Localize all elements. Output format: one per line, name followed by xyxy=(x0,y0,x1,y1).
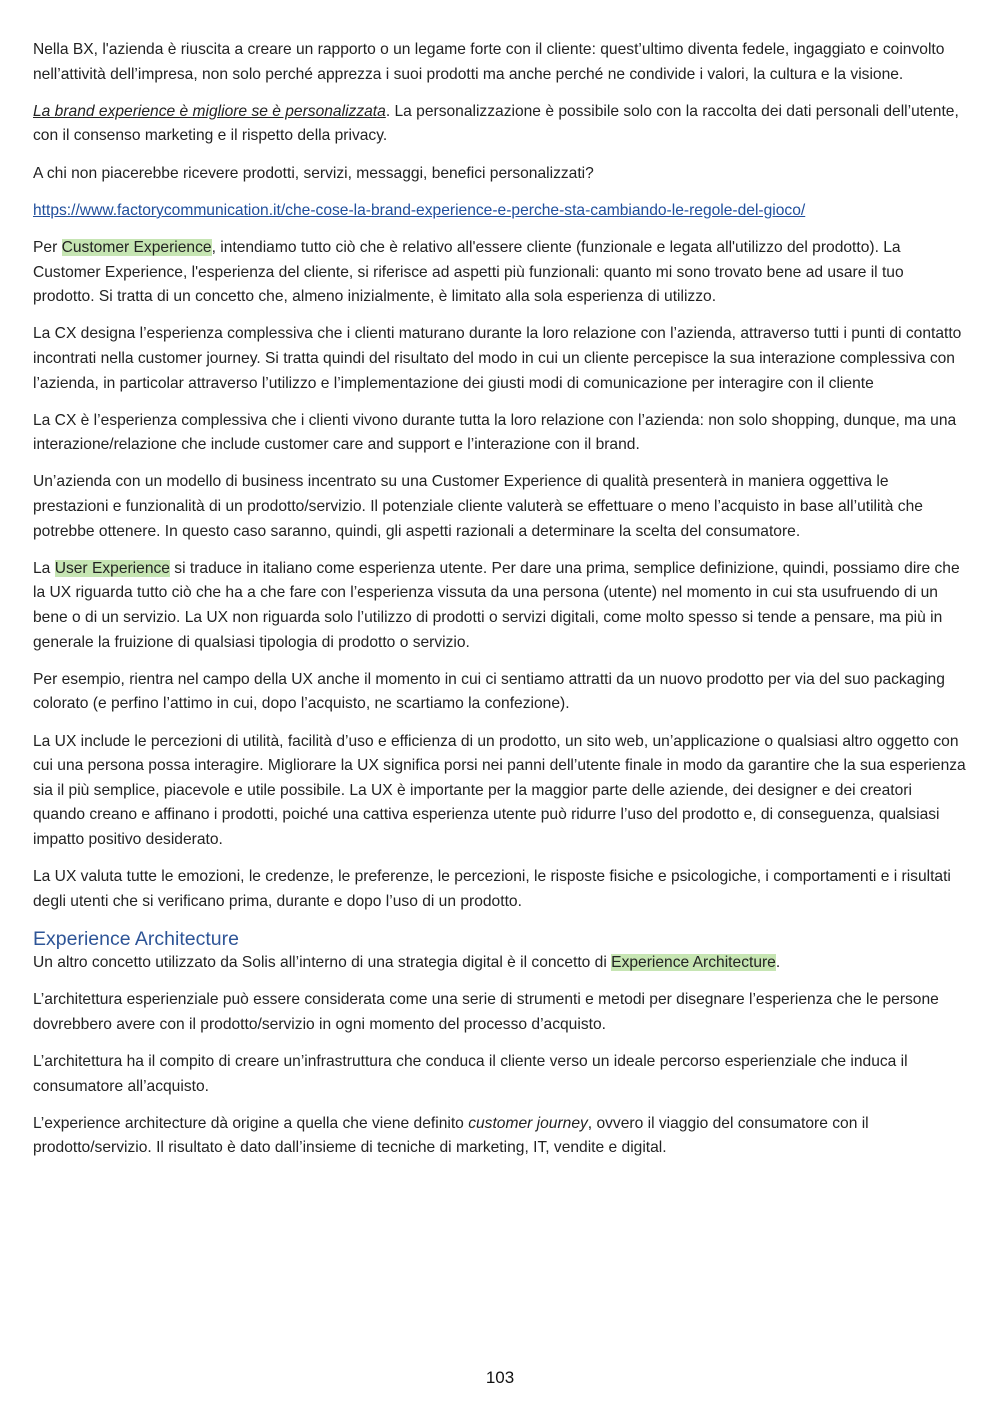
highlighted-term: User Experience xyxy=(54,559,170,577)
paragraph-text: . xyxy=(775,953,781,971)
paragraph xyxy=(33,100,968,149)
paragraph: La UX include le percezioni di utilità, facilità d’uso e efficienza di un prodotto, un sito web, un’applicazione o qualsiasi altro oggetto con cui una persona possa interagire. Migliorare la UX significa porsi nei panni dell’utente finale in modo da garantire che la sua esperienza sia il più semplice, piacevole e utile possibile. La UX è importante per la maggior parte delle aziende, dei designer e dei creatori quando creano e affinano i prodotti, poiché una cattiva esperienza utente può ridurre l’uso del prodotto e, di conseguenza, qualsiasi impatto positivo desiderato. xyxy=(33,732,966,848)
document-page xyxy=(33,38,968,1173)
paragraph-text: Un altro concetto utilizzato da Solis all’interno di una strategia digital è il concetto di xyxy=(33,953,612,971)
paragraph: L’architettura ha il compito di creare un’infrastruttura che conduca il cliente verso un ideale percorso esperienziale che induca il consumatore all’acquisto. xyxy=(33,1052,908,1095)
reference-link[interactable]: https://www.factorycommunication.it/che-cose-la-brand-experience-e-perche-sta-cambiando-le-regole-del-gioco/ xyxy=(33,201,806,219)
paragraph: La UX valuta tutte le emozioni, le credenze, le preferenze, le percezioni, le risposte fisiche e psicologiche, i comportamenti e i risultati degli utenti che si verificano prima, durante e dopo l’uso di un prodotto. xyxy=(33,868,951,910)
paragraph-text: , intendiamo tutto ciò che è relativo all'essere cliente (funzionale e legata all'utilizzo del prodotto). La Customer Experience, l'esperienza del cliente, si riferisce ad aspetti più funzionali: quanto mi sono trovato bene ad usare il tuo prodotto. Si tratta di un concetto che, almeno inizialmente, è limitato alla sola esperienza di utilizzo. xyxy=(33,238,904,306)
paragraph: L’architettura esperienziale può essere considerata come una serie di strumenti e metodi per disegnare l’esperienza che le persone dovrebbero avere con il prodotto/servizio in ogni momento del processo d’acquisto. xyxy=(33,991,939,1033)
paragraph: La CX è l’esperienza complessiva che i clienti vivono durante tutta la loro relazione con l’azienda: non solo shopping, dunque, ma una interazione/relazione che include customer care and support e l’interazione con il brand. xyxy=(33,411,957,454)
paragraph-text: , ovvero il viaggio del consumatore con il prodotto/servizio. Il risultato è dato dall’insieme di tecniche di marketing, IT, vendite e digital. xyxy=(33,1114,869,1157)
paragraph: Per esempio, rientra nel campo della UX anche il momento in cui ci sentiamo attratti da un nuovo prodotto per via del suo packaging colorato (e perfino l’attimo in cui, dopo l’acquisto, ne scartiamo la confezione). xyxy=(33,670,945,713)
paragraph-text: . La personalizzazione è possibile solo con la raccolta dei dati personali dell’utente, con il consenso marketing e il rispetto della privacy. xyxy=(33,102,959,145)
paragraph xyxy=(33,1112,968,1161)
paragraph-text: si traduce in italiano come esperienza utente. Per dare una prima, semplice definizione, quindi, possiamo dire che la UX riguarda tutto ciò che ha a che fare con l’esperienza vissuta da una persona (utente) nel momento in cui sta usufruendo di un bene o di un servizio. La UX non riguarda solo l’utilizzo di prodotti o servizi digitali, come molto spesso si tende a pensare, ma più in generale la fruizione di qualsiasi tipologia di prodotto o servizio. xyxy=(33,559,960,651)
paragraph: A chi non piacerebbe ricevere prodotti, servizi, messaggi, benefici personalizzati? xyxy=(33,164,594,182)
paragraph: La CX designa l’esperienza complessiva che i clienti maturano durante la loro relazione con l’azienda, attraverso tutti i punti di contatto incontrati nella customer journey. Si tratta quindi del risultato del modo in cui un cliente percepisce la sua interazione complessiva con l’azienda, in particolar attraverso l’utilizzo e l’implementazione dei giusti modi di comunicazione per interagire con il cliente xyxy=(33,325,962,392)
paragraph: Nella BX, l'azienda è riuscita a creare un rapporto o un legame forte con il cliente: quest’ultimo diventa fedele, ingaggiato e coinvolto nell’attività dell’impresa, non solo perché apprezza i suoi prodotti ma anche perché ne condivide i valori, la cultura e la visione. xyxy=(33,41,945,83)
emphasized-text: customer journey xyxy=(468,1114,588,1132)
paragraph xyxy=(33,951,968,976)
highlighted-term: Customer Experience xyxy=(61,238,212,256)
paragraph xyxy=(33,557,968,655)
paragraph-text: La xyxy=(33,559,55,577)
paragraph xyxy=(33,236,968,310)
emphasized-text: La brand experience è migliore se è personalizzata xyxy=(33,102,386,120)
section-heading: Experience Architecture xyxy=(33,927,239,950)
highlighted-term: Experience Architecture xyxy=(611,953,776,971)
paragraph xyxy=(33,199,968,224)
paragraph-text: L’experience architecture dà origine a quella che viene definito xyxy=(33,1114,469,1132)
page-number: 103 xyxy=(485,1368,515,1387)
paragraph: Un’azienda con un modello di business incentrato su una Customer Experience di qualità presenterà in maniera oggettiva le prestazioni e funzionalità di un prodotto/servizio. Il potenziale cliente valuterà se effettuare o meno l’acquisto in base all’utilità che potrebbe ottenere. In questo caso saranno, quindi, gli aspetti razionali a determinare la scelta del consumatore. xyxy=(33,473,923,540)
paragraph-text: Per xyxy=(33,238,62,256)
